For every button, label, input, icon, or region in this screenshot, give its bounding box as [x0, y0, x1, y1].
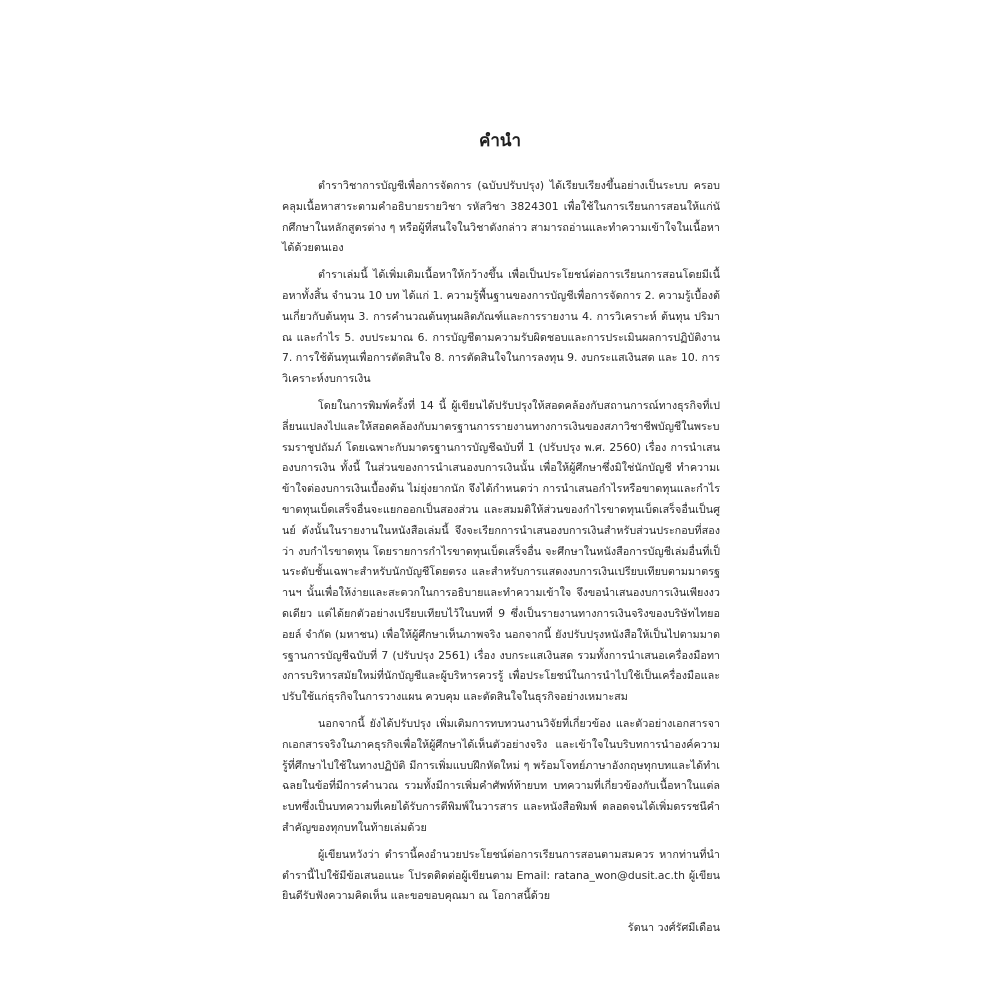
preface-body [282, 176, 720, 913]
page-title: คำนำ [478, 131, 522, 151]
paragraph-closing: ผู้เขียนหวังว่า ตำรานี้คงอำนวยประโยชน์ต่อการเรียนการสอนตามสมควร หากท่านที่นำตำรานี้ไปใช้มีข้อเสนอแนะ โปรดติดต่อผู้เขียนตาม Email: ratana_won@dusit.ac.th ผู้เขียนยินดีรับฟังความคิดเห็น และขอขอบคุณมา ณ โอกาสนี้ด้วย [282, 847, 720, 903]
paragraph-revision: โดยในการพิมพ์ครั้งที่ 14 นี้ ผู้เขียนได้ปรับปรุงให้สอดคล้องกับสถานการณ์ทางธุรกิจที่เปลี่ยนแปลงไปและให้สอดคล้องกับมาตรฐานการรายงานทางการเงินของสภาวิชาชีพบัญชีในพระบรมราชูปถัมภ์ โดยเฉพาะกับมาตรฐานการบัญชีฉบับที่ 1 (ปรับปรุง พ.ศ. 2560) เรื่อง การนำเสนองบการเงิน ทั้งนี้ ในส่วนของการนำเสนองบการเงินนั้น เพื่อให้ผู้ศึกษาซึ่งมิใช่นักบัญชี ทำความเข้าใจต่องบการเงินเบื้องต้น ไม่ยุ่งยากนัก จึงได้กำหนดว่า การนำเสนอกำไรหรือขาดทุนและกำไรขาดทุนเบ็ดเสร็จอื่นจะแยกออกเป็นสองส่วน และสมมติให้ส่วนของกำไรขาดทุนเบ็ดเสร็จอื่นเป็นศูนย์ ดังนั้นในรายงานในหนังสือเล่มนี้ จึงจะเรียกการนำเสนองบการเงินสำหรับส่วนประกอบที่สองว่า งบกำไรขาดทุน โดยรายการกำไรขาดทุนเบ็ดเสร็จอื่น จะศึกษาในหนังสือการบัญชีเล่มอื่นที่เป็นระดับชั้นเฉพาะสำหรับนักบัญชีโดยตรง และสำหรับการแสดงงบการเงินเปรียบเทียบตามมาตรฐานฯ นั้นเพื่อให้ง่ายและสะดวกในการอธิบายและทำความเข้าใจ จึงขอนำเสนองบการเงินเพียงงวดเดียว แต่ได้ยกตัวอย่างเปรียบเทียบไว้ในบทที่ 9 ซึ่งเป็นรายงานทางการเงินจริงของบริษัทไทยออยล์ จำกัด (มหาชน) เพื่อให้ผู้ศึกษาเห็นภาพจริง นอกจากนี้ ยังปรับปรุงหนังสือให้เป็นไปตามมาตรฐานการบัญชีฉบับที่ 7 (ปรับปรุง 2561) เรื่อง งบกระแสเงินสด รวมทั้งการนำเสนอเครื่องมือทางการบริหารสมัยใหม่ที่นักบัญชีและผู้บริหารควรรู้ เพื่อประโยชน์ในการนำไปใช้เป็นเครื่องมือและปรับใช้แก่ธุรกิจในการวางแผน ควบคุม และตัดสินใจในธุรกิจอย่างเหมาะสม [282, 398, 720, 704]
author-signature: รัตนา วงศ์รัศมีเดือน [627, 921, 720, 934]
paragraph-intro: ตำราวิชาการบัญชีเพื่อการจัดการ (ฉบับปรับปรุง) ได้เรียบเรียงขึ้นอย่างเป็นระบบ ครอบคลุมเนื้อหาสาระตามคำอธิบายรายวิชา รหัสวิชา 3824301 เพื่อใช้ในการเรียนการสอนให้แก่นักศึกษาในหลักสูตรต่าง ๆ หรือผู้ที่สนใจในวิชาดังกล่าว สามารถอ่านและทำความเข้าใจในเนื้อหาได้ด้วยตนเอง [282, 179, 720, 255]
paragraph-additions: นอกจากนี้ ยังได้ปรับปรุง เพิ่มเติมการทบทวนงานวิจัยที่เกี่ยวข้อง และตัวอย่างเอกสารจากเอกสารจริงในภาคธุรกิจเพื่อให้ผู้ศึกษาได้เห็นตัวอย่างจริง และเข้าใจในบริบทการนำองค์ความรู้ที่ศึกษาไปใช้ในทางปฏิบัติ มีการเพิ่มแบบฝึกหัดใหม่ ๆ พร้อมโจทย์ภาษาอังกฤษทุกบทและได้ทำเฉลยในข้อที่มีการคำนวณ รวมทั้งมีการเพิ่มคำศัพท์ท้ายบท บทความที่เกี่ยวข้องกับเนื้อหาในแต่ละบทซึ่งเป็นบทความที่เคยได้รับการตีพิมพ์ในวารสาร และหนังสือพิมพ์ ตลอดจนได้เพิ่มดรรชนีคำสำคัญของทุกบทในท้ายเล่มด้วย [282, 716, 720, 834]
paragraph-contents: ตำราเล่มนี้ ได้เพิ่มเติมเนื้อหาให้กว้างขึ้น เพื่อเป็นประโยชน์ต่อการเรียนการสอนโดยมีเนื้อหาทั้งสิ้น จำนวน 10 บท ได้แก่ 1. ความรู้พื้นฐานของการบัญชีเพื่อการจัดการ 2. ความรู้เบื้องต้นเกี่ยวกับต้นทุน 3. การคำนวณต้นทุนผลิตภัณฑ์และการรายงาน 4. การวิเคราะห์ ต้นทุน ปริมาณ และกำไร 5. งบประมาณ 6. การบัญชีตามความรับผิดชอบและการประเมินผลการปฏิบัติงาน 7. การใช้ต้นทุนเพื่อการตัดสินใจ 8. การตัดสินใจในการลงทุน 9. งบกระแสเงินสด และ 10. การวิเคราะห์งบการเงิน [282, 268, 720, 386]
